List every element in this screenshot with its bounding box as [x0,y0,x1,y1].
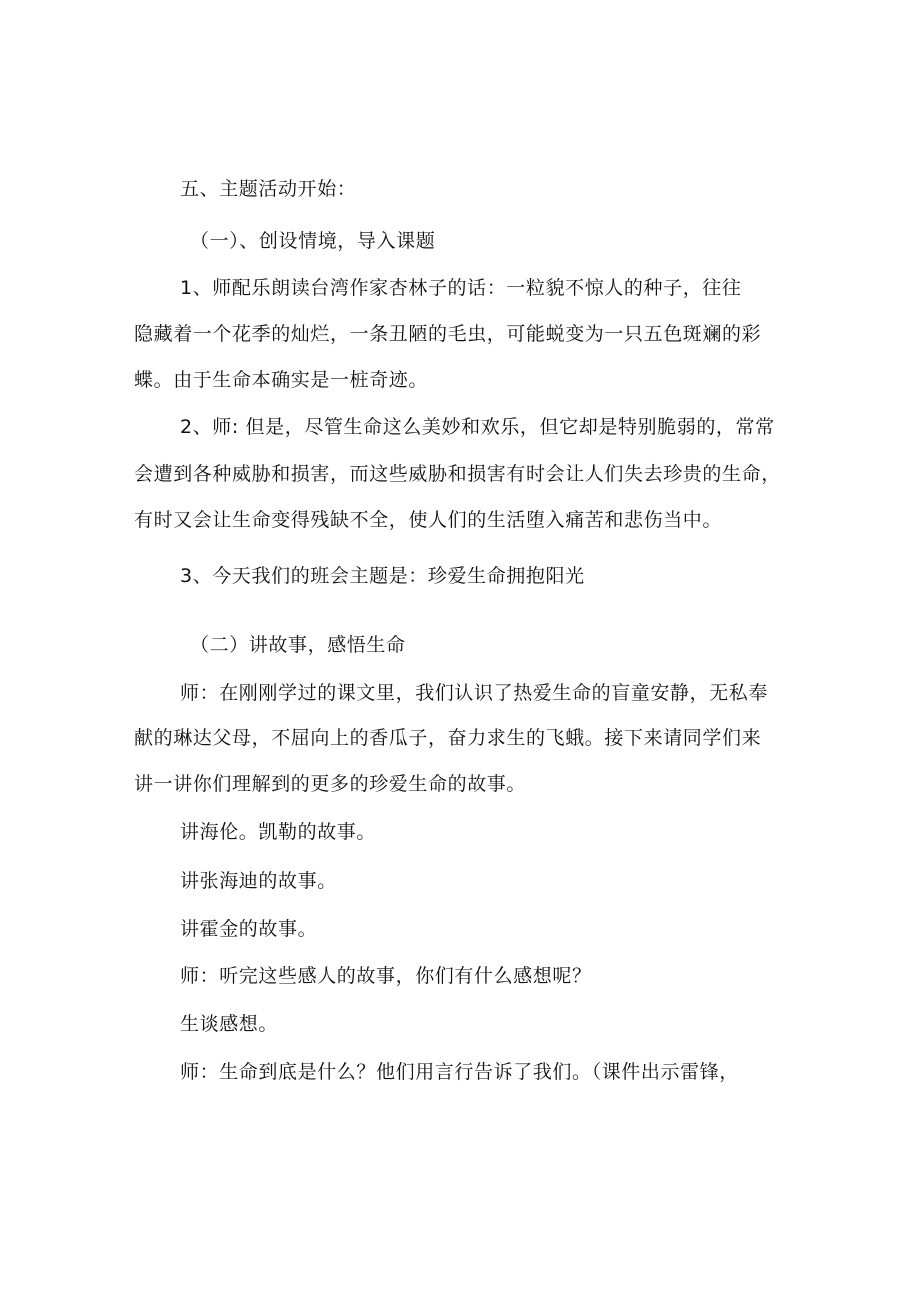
subsection-2-heading: （二）讲故事，感悟生命 [190,634,406,656]
student-response-line: 生谈感想。 [180,1013,279,1035]
item-1-line-3: 蝶。由于生命本确实是一桩奇迹。 [134,369,429,391]
paragraph-line-2: 献的琳达父母，不屈向上的香瓜子，奋力求生的飞蛾。接下来请同学们来 [134,727,762,749]
paragraph-line-1: 师：在刚刚学过的课文里，我们认识了热爱生命的盲童安静，无私奉 [180,682,769,704]
item-1-line-1: 1、师配乐朗读台湾作家杏林子的话：一粒貌不惊人的种子，往往 [180,277,742,299]
teacher-question-line: 师：听完这些感人的故事，你们有什么感想呢？ [180,965,592,987]
item-1-line-2: 隐藏着一个花季的灿烂，一条丑陋的毛虫，可能蜕变为一只五色斑斓的彩 [134,323,762,345]
item-2-line-2: 会遭到各种威胁和损害，而这些威胁和损害有时会让人们失去珍贵的生命， [134,463,781,485]
item-2-line-3: 有时又会让生命变得残缺不全，使人们的生活堕入痛苦和悲伤当中。 [134,509,723,531]
paragraph-line-3: 讲一讲你们理解到的更多的珍爱生命的故事。 [134,773,527,795]
story-line-zhang-haidi: 讲张海迪的故事。 [180,870,337,892]
section-heading: 五、主题活动开始： [180,178,357,200]
item-3-line-1: 3、今天我们的班会主题是：珍爱生命拥抱阳光 [180,565,585,587]
teacher-closing-line: 师：生命到底是什么？他们用言行告诉了我们。（课件出示雷锋， [180,1061,739,1083]
subsection-1-heading: （一）、创设情境，导入课题 [190,230,436,252]
item-2-line-1: 2、师: 但是，尽管生命这么美妙和欢乐，但它却是特别脆弱的，常常 [180,416,775,438]
story-line-hawking: 讲霍金的故事。 [180,918,318,940]
story-line-helen-keller: 讲海伦。凯勒的故事。 [180,821,377,843]
